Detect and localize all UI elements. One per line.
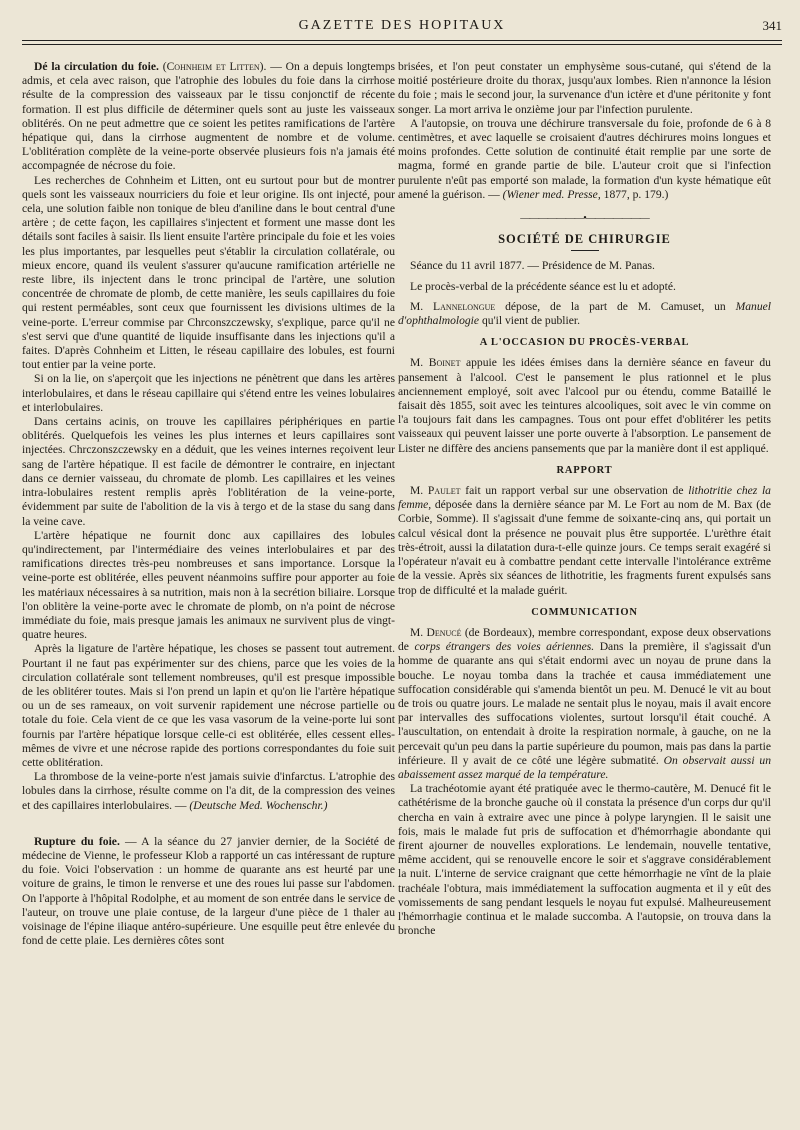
paragraph-text: La thrombose de la veine-porte n'est jamais suivie d'infarctus. L'atrophie des lobules dans la cirrhose, résulte comme on l'a dit, de la compression des veines et des capillaires interlobulaires. — (22, 770, 395, 812)
proces-verbal-line: Le procès-verbal de la précédente séance est lu et adopté. (410, 279, 676, 293)
paragraph (22, 770, 395, 813)
section-title: SOCIÉTÉ DE CHIRURGIE (498, 232, 671, 247)
source-citation-tail: 1877, p. 179.) (603, 187, 669, 201)
paragraph-text: dépose, de la part de M. Camuset, un (505, 299, 726, 313)
source-citation: (Deutsche Med. Wochenschr.) (189, 798, 328, 812)
header-rule (22, 40, 782, 41)
subheading: A L'OCCASION DU PROCÈS-VERBAL (479, 337, 690, 349)
paragraph: La trachéotomie ayant été pratiquée avec le thermo-cautère, M. Denucé fit le cathétérisme de la bronche gauche où il constata la présence d'un corps dur qu'il chercha en vain à extraire avec une pince à polype laryngien. Il le saisit une fois, mais le malade fut pris de suffocation et d'hémorrhagie abondante qui firent ajourner de nouvelles explorations. Le lendemain, nouvelle tentative, même accident, qui se renouvelle encore le soir et s'aggrave considérablement la nuit. L'interne de service craignant que cette hémorrhagie ne vînt de la plaie trachéale l'obtura, mais immédiatement la suffocation augmenta et il y eût des vomissements de sang pendant lesquels le noyau fut expulsé. Malheureusement l'hémorrhagie continua et le malade succomba. A l'autopsie, on trouva dans la bronche (398, 782, 771, 938)
paragraph: L'artère hépatique ne fournit donc aux capillaires des lobules qu'indirectement, par l'intermédiaire des veines interlobulaires et par des ramifications directes très-peu nombreuses et sans importance. Lorsque la veine-porte est oblitérée, elles peuvent néanmoins suffire pour apporter au foie les matériaux nécessaires à sa nutrition, mais non à la secrétion biliaire. Lorsque l'on oblitère la veine-porte avec le chromate de plomb, on n'a point de nécrose immédiate du foie, mais presque jamais les animaux ne survivent plus de vingt-quatre heures. (22, 528, 395, 642)
source-citation: (Wiener med. Presse, (502, 187, 601, 201)
paragraph-text: appuie les idées émises dans la dernière séance en faveur du pansement à l'alcool. C'est le pansement le plus rationnel et le plus anciennement employé, soit avec l'alcool pur ou étendu, comme Bataillé le faisait dès 1855, soit avec les teintures alcooliques, soit avec le vin comme on l'a toujours fait dans les campagnes. Tous ont pour effet d'oblitérer les petits vaisseaux qui peuvent laisser une porte ouverte à l'absorption. Le pansement de Lister ne diffère des anciens pansements que par la manière dont il est appliqué. (398, 356, 771, 455)
subheading: COMMUNICATION (531, 606, 638, 618)
right-column (398, 60, 771, 938)
paragraph-paulet (398, 484, 771, 598)
article-rupture-foie (22, 835, 395, 949)
report-title: lithotritie chez la femme, (398, 484, 771, 512)
journal-title: GAZETTE DES HOPITAUX (298, 18, 506, 33)
page-header (22, 14, 782, 42)
paragraph (398, 117, 771, 202)
paragraph-denuce (398, 626, 771, 782)
paragraph-text: (de Bordeaux), membre correspondant, expose deux observations de (398, 625, 771, 654)
speaker-name: M. Lannelongue (410, 299, 496, 313)
seance-line: Séance du 11 avril 1877. — Présidence de M. Panas. (410, 259, 655, 273)
paragraph: — On a depuis longtemps admis, et cela avec raison, que l'atrophie des lobules du foie dans la cirrhose résulte de la compression des vaisseaux par le tissu conjonctif de récente formation. Il est plus difficile de déterminer quels sont au juste les vaisseaux oblitérés. On ne peut admettre que ce soient les petites ramifications de l'artère hépatique qui, dans la cirrhose augmentent de nombre et de volume. L'oblitération complète de la veine-porte observée plusieurs fois n'a jamais été accompagnée de nécrose du foie. (22, 60, 395, 173)
paragraph: Si on la lie, on s'aperçoit que les injections ne pénètrent que dans les artères interlobulaires, et dans le réseau capillaire qui s'étend entre les veines lobulaires et interlobulaires. (22, 372, 395, 414)
speaker-name: M. Paulet (410, 484, 461, 498)
paragraph-text: Dans la première, il s'agissait d'un homme de quarante ans qui s'était endormi avec un noyau de prune dans la bouche. Le noyau tomba dans la trachée et causa immédiatement une suffocation considérable qui s'amenda bientôt un peu. M. Denucé le vit au bout de trois ou quatre jours. Le malade ne sentait plus le noyau, mais il avait encore par intervalles des suffocations violentes, surtout lorsqu'il était couché. A l'auscultation, on entendait à droite la respiration normale, à gauche, on ne la percevait qu'un peu dans la partie supérieure du poumon, mais pas dans la partie inférieure. Il y avait de ce côté une légère submatité. (398, 640, 771, 767)
paragraph-text: qu'il vient de publier. (481, 314, 581, 328)
subheading: RAPPORT (556, 464, 613, 476)
left-column (22, 60, 395, 948)
section-divider: ———————•——————— (520, 213, 649, 225)
header-rule-thin (22, 44, 782, 45)
speaker-name: M. Denucé (410, 625, 462, 639)
paragraph-text: déposée dans la dernière séance par M. Le Fort au nom de M. Bax (de Corbie, Somme). Il s'agissait d'une femme de soixante-cinq ans, qui portait un calcul vésical dont la présence ne pouvait plus être supportée. L'urèthre était très-étroit, aussi la dilatation dura-t-elle quinze jours. Ce temps serait exagéré si l'opérateur n'avait eu à combattre pendant cette intervalle l'intolérance extrême de la vessie. Après six séances de lithotritie, les fragments furent expulsés sans trop de difficulté et la malade guérit. (398, 498, 771, 597)
paragraph-text: — A la séance du 27 janvier dernier, de la Société de médecine de Vienne, le professeur Klob a rapporté un cas intéressant de rupture du foie. Voici l'observation : un homme de quarante ans est heurté par une voiture de grains, le timon le renverse et une des roues lui passe sur l'abdomen. On l'apporte à l'hôpital Rodolphe, et au moment de son entrée dans le service de l'auteur, on trouve une plaie contuse, de la largeur d'une pièce de 1 thaler au voisinage de l'épine iliaque antéro-supérieure. Une esquille peut être enlevée du fond de cette plaie. Les dernières côtes sont (22, 834, 395, 948)
article-heading: Dé la circulation du foie. (34, 60, 159, 73)
title-rule (571, 250, 599, 251)
article-heading: Rupture du foie. (34, 834, 120, 848)
paragraph-text: A l'autopsie, on trouva une déchirure transversale du foie, profonde de 6 à 8 centimètres, et avec laquelle se croisaient d'autres déchirures moins longues et moins profondes. Cette solution de continuité était remplie par une sorte de magma, formé en grande partie de bile. L'auteur croit que si l'infection purulente n'eût pas emporté son malade, la formation d'un kyste hématique eût amené la guérison. — (398, 116, 771, 201)
paragraph: Après la ligature de l'artère hépatique, les choses se passent tout autrement. Pourtant il ne faut pas expérimenter sur des chiens, parce que les voies de la circulation collatérale sont tellement nombreuses, qu'il est presque impossible de les oblitérer toutes. Mais si l'on prend un lapin et qu'on lie l'artère hépatique ou un de ses rameaux, on voit survenir rapidement une nécrose partielle ou totale du foie. Cela vient de ce que les vasa vasorum de la veine-porte lui sont fournis par l'artère hépatique lorsque celle-ci est oblitérée, elles cessent elles-mêmes de vivre et une nécrose rapide des portions correspondantes du foie suit cette oblitération. (22, 642, 395, 769)
paragraph-text: fait un rapport verbal sur une observation de (465, 484, 684, 498)
book-title: Manuel d'ophthalmologie (398, 299, 771, 328)
speaker-name: M. Boinet (410, 356, 461, 370)
italic-sentence: On observait aussi un abaissement assez marqué de la température. (398, 753, 771, 781)
paragraph-boinet (398, 356, 771, 455)
article-authors: (Cohnheim et Litten). (162, 60, 267, 73)
paragraph-lannelongue (398, 300, 771, 328)
paragraph: Les recherches de Cohnheim et Litten, ont eu surtout pour but de montrer quels sont les vaisseaux nourriciers du foie et leur origine. Ils ont injecté, pour cela, une solution faible non tonique de bleu d'aniline dans le bout central d'une artère ; de cette façon, les capillaires s'injectent et forment une masse dont les détails sont faciles à saisir. Ils lient ensuite l'artère principale du foie et les voies les plus importantes, par lesquelles peut s'établir la circulation collatérale, ou mieux encore, quand ils veulent s'assurer qu'aucune ramification artérielle ne reste libre, ils injectent dans le tronc principal de l'artère, une solution concentrée de chromate de plomb, de cette manière, les seuls capillaires du foie qui restent perméables, sont ceux que fournissent les divisions ultimes de la veine-porte. L'erreur commise par Chrconszczewsky, s'explique, parce qu'il ne s'est servi que d'une quantité de liquide insuffisante dans les injections qu'il a faites. D'après Cohnheim et Litten, le réseau capillaire des lobules, est fourni tout entier par la veine porte. (22, 173, 395, 372)
article-circulation-foie (22, 60, 395, 174)
communication-title: corps étrangers des voies aériennes. (414, 640, 595, 654)
page-number: 341 (762, 18, 782, 33)
paragraph: brisées, et l'on peut constater un emphysème sous-cutané, qui s'étend de la moitié postérieure droite du thorax, jusqu'aux lombes. Rien n'annonce la lésion du foie ; mais le second jour, la survenance d'un ictère et d'une péritonite y font songer. La mort arriva le onzième jour par l'infection purulente. (398, 60, 771, 116)
paragraph: Dans certains acinis, on trouve les capillaires périphériques en partie oblitérés. Quelquefois les veines les plus internes et leurs capillaires sont injectées. Chrczonszczewsky en a déduit, que les veines internes reçoivent leur sang de l'artère hépatique. Il est facile de démontrer le contraire, en injectant dans ce dernier vaisseau, du chromate de plomb. Les capillaires et les veines intra-lobulaires restent remplis après l'oblitération de la veine-porte, évidemment par suite de l'abolition de la vis à tergo et de la stase du sang dans la veine cave. (22, 415, 395, 528)
